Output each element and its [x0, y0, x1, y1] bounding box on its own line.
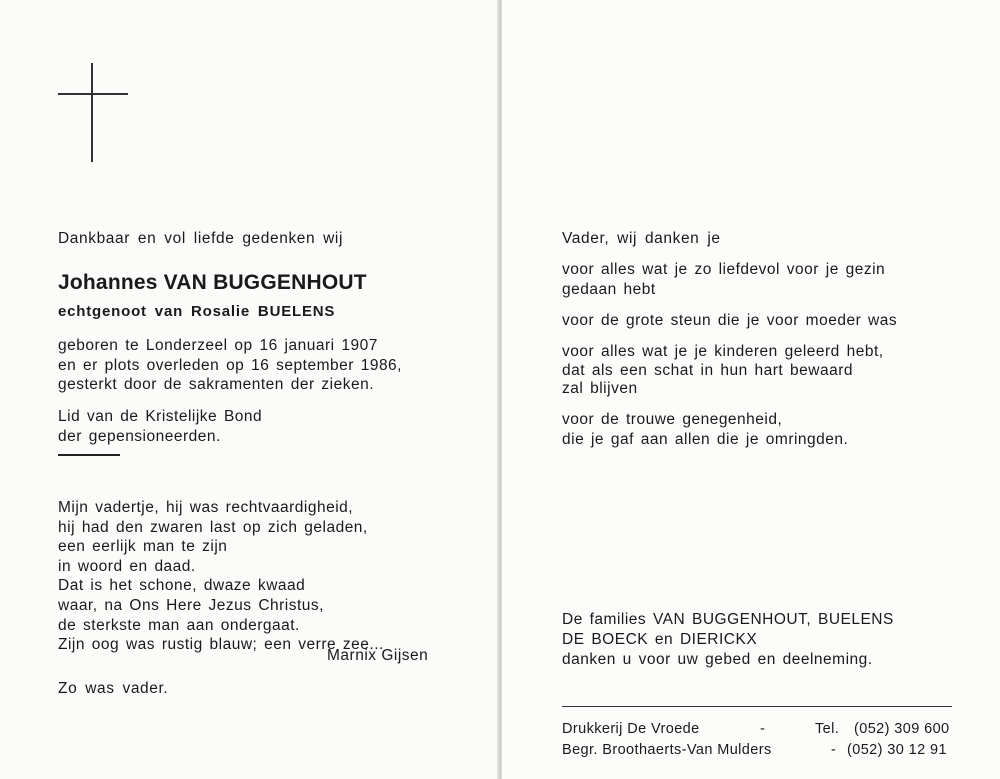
poem-author: Marnix Gijsen [327, 647, 429, 664]
printer-name: Drukkerij De Vroede [562, 721, 700, 737]
stanza-line: dat als een schat in hun hart bewaard [562, 361, 854, 379]
stanza-line: die je gaf aan allen die je omringden. [562, 430, 849, 448]
stanza-line: voor de trouwe genegenheid, [562, 411, 783, 428]
stanza-line: voor de grote steun die je voor moeder was [562, 312, 898, 329]
bio-line: gesterkt door de sakramenten der zieken. [58, 376, 375, 393]
printer-tel-label: Tel. [815, 721, 840, 737]
undertaker-tel: (052) 30 12 91 [847, 742, 947, 758]
poem-line: Zijn oog was rustig blauw; een verre zee... [58, 636, 384, 654]
cross-icon-bar [58, 93, 128, 95]
poem-line: waar, na Ons Here Jezus Christus, [58, 596, 324, 614]
undertaker-name: Begr. Broothaerts-Van Mulders [562, 742, 772, 758]
poem-line: Mijn vadertje, hij was rechtvaardigheid, [58, 499, 354, 516]
families-block [562, 610, 894, 670]
families-line: DE BOECK en DIERICKX [562, 631, 758, 648]
bio-block [58, 336, 446, 395]
stanza-line: voor alles wat je zo liefdevol voor je gezin [562, 261, 886, 278]
stanza-line: zal blijven [562, 380, 638, 397]
stanza-line: voor alles wat je je kinderen geleerd hebt, [562, 343, 884, 360]
divider [58, 454, 120, 456]
bio-line: geboren te Londerzeel op 16 januari 1907 [58, 337, 378, 354]
stanza [562, 410, 848, 449]
poem-line: een eerlijk man te zijn [58, 538, 228, 556]
printer-dash: - [760, 721, 766, 737]
bio-line: en er plots overleden op 16 september 1986, [58, 356, 402, 374]
stanza [562, 260, 885, 299]
stanza [562, 343, 884, 399]
intro-text: Dankbaar en vol liefde gedenken wij [58, 230, 344, 247]
membership-line: der gepensioneerden. [58, 427, 221, 445]
stanza-line: gedaan hebt [562, 280, 656, 298]
membership-line: Lid van de Kristelijke Bond [58, 408, 263, 425]
closing-text: Zo was vader. [58, 680, 169, 697]
families-line: danken u voor uw gebed en deelneming. [562, 651, 873, 668]
poem-line: in woord en daad. [58, 557, 196, 575]
undertaker-dash: - [831, 742, 837, 758]
poem-line: hij had den zwaren last op zich geladen, [58, 518, 368, 536]
families-line: De families VAN BUGGENHOUT, BUELENS [562, 611, 894, 628]
poem-block [58, 498, 384, 655]
spouse-line: echtgenoot van Rosalie BUELENS [58, 303, 336, 320]
stanza [562, 311, 897, 331]
deceased-name: Johannes VAN BUGGENHOUT [58, 271, 367, 294]
poem-line: de sterkste man aan ondergaat. [58, 616, 300, 634]
poem-line: Dat is het schone, dwaze kwaad [58, 577, 306, 595]
opening-text: Vader, wij danken je [562, 230, 721, 247]
cross-icon [91, 63, 93, 162]
printer-tel: (052) 309 600 [854, 721, 950, 737]
membership-block [58, 407, 262, 446]
divider [562, 706, 952, 707]
